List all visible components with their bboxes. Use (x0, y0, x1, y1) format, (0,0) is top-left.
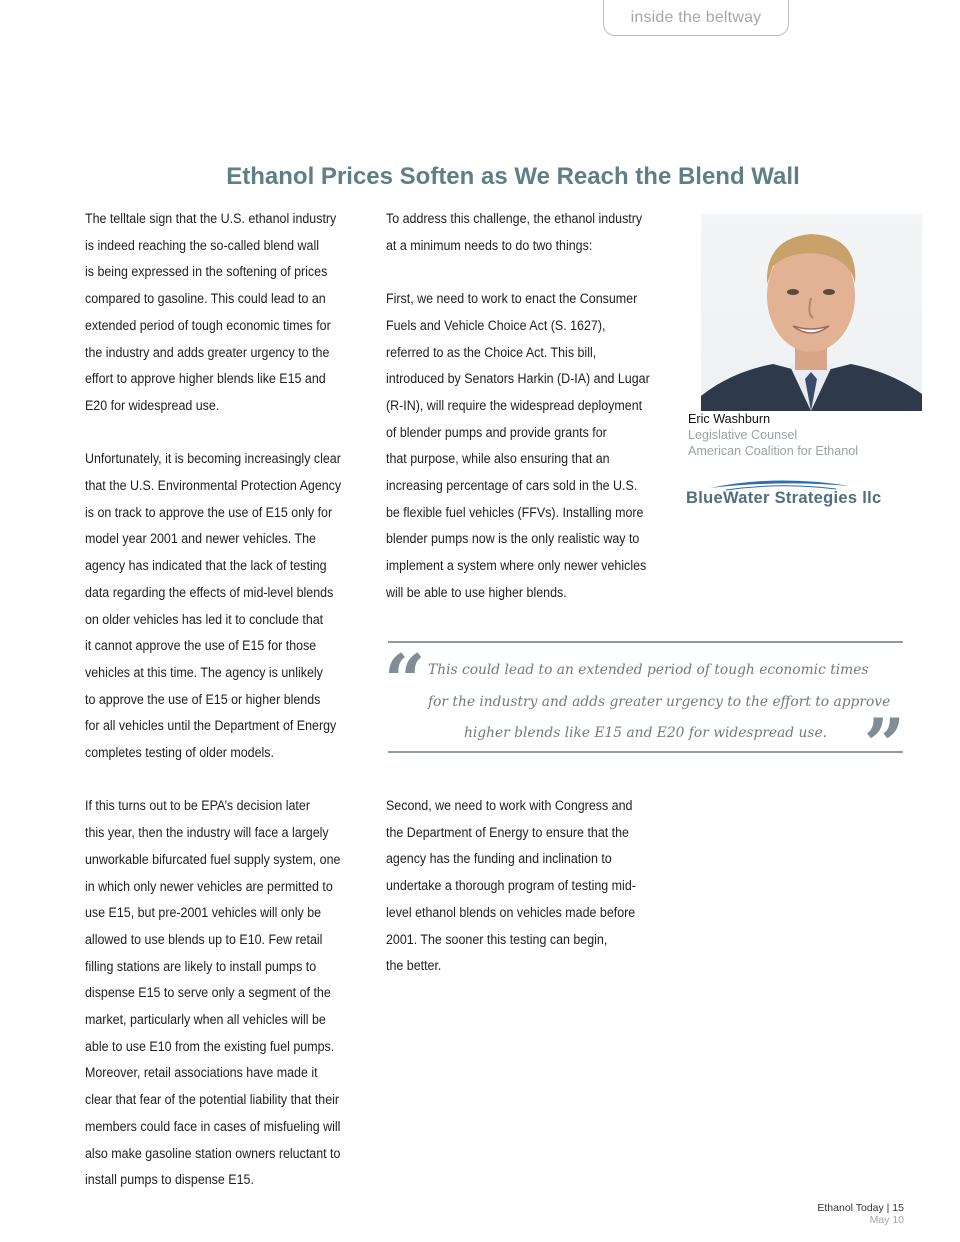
text-line: Fuels and Vehicle Choice Act (S. 1627), (386, 317, 606, 333)
text-line: 2001. The sooner this testing can begin, (386, 931, 608, 947)
text-line: compared to gasoline. This could lead to an (85, 291, 326, 307)
text-line: is on track to approve the use of E15 only for (85, 504, 333, 520)
text-line: is indeed reaching the so-called blend wall (85, 237, 319, 253)
text-line: introduced by Senators Harkin (D-IA) and Lugar (386, 371, 650, 387)
text-line: that the U.S. Environmental Protection Agency (85, 478, 342, 494)
paragraph (85, 206, 355, 420)
text-line: implement a system where only newer vehicles (386, 558, 647, 574)
text-line: agency has the funding and inclination to (386, 851, 612, 867)
article-column-right-top (386, 206, 656, 633)
text-line: this year, then the industry will face a largely (85, 825, 329, 841)
text-line: at a minimum needs to do two things: (386, 237, 593, 253)
text-line: on older vehicles has led it to conclude that (85, 611, 324, 627)
paragraph (85, 446, 355, 766)
text-line: higher blends like E15 and E20 for widespread use. (463, 725, 828, 741)
text-line: clear that fear of the potential liability that their (85, 1092, 340, 1108)
footer-issue-date: May 10 (869, 1214, 904, 1226)
text-line: completes testing of older models. (85, 745, 274, 761)
text-line: effort to approve higher blends like E15 and (85, 371, 326, 387)
text-line: If this turns out to be EPA’s decision later (85, 798, 310, 814)
text-line: be flexible fuel vehicles (FFVs). Installing more (386, 504, 644, 520)
text-line: for all vehicles until the Department of Energy (85, 718, 337, 734)
author-organization: American Coalition for Ethanol (688, 444, 859, 458)
text-line: Moreover, retail associations have made it (85, 1065, 318, 1081)
open-quote-icon: “ (384, 638, 426, 723)
footer-magazine-page: Ethanol Today | 15 (817, 1202, 904, 1214)
text-line: to approve the use of E15 or higher blends (85, 691, 321, 707)
text-line: This could lead to an extended period of tough economic times (428, 662, 869, 678)
author-caption (688, 411, 858, 459)
page-footer (817, 1202, 904, 1226)
text-line: blender pumps now is the only realistic way to (386, 531, 640, 547)
author-photo (701, 214, 922, 411)
text-line: market, particularly when all vehicles will be (85, 1012, 326, 1028)
text-line: will be able to use higher blends. (386, 584, 567, 600)
text-line: allowed to use blends up to E10. Few retail (85, 931, 323, 947)
text-line: E20 for widespread use. (85, 397, 220, 413)
text-line: install pumps to dispense E15. (85, 1172, 254, 1188)
text-line: The telltale sign that the U.S. ethanol industry (85, 211, 337, 226)
text-line: members could face in cases of misfueling will (85, 1118, 341, 1134)
article-column-left (85, 206, 355, 1221)
text-line: the Department of Energy to ensure that the (386, 824, 629, 840)
author-role: Legislative Counsel (688, 428, 798, 442)
section-tab: inside the beltway (603, 0, 789, 36)
text-line: data regarding the effects of mid-level blends (85, 584, 334, 600)
paragraph (386, 286, 656, 606)
text-line: undertake a thorough program of testing mid- (386, 878, 636, 894)
text-line: unworkable bifurcated fuel supply system, one (85, 851, 341, 867)
text-line: vehicles at this time. The agency is unlikely (85, 664, 323, 680)
text-line: agency has indicated that the lack of testing (85, 558, 327, 574)
text-line: To address this challenge, the ethanol industry (386, 211, 643, 226)
text-line: Unfortunately, it is becoming increasingly clear (85, 451, 341, 467)
bluewater-logo (686, 476, 886, 516)
text-line: (R-IN), will require the widespread deployment (386, 397, 643, 413)
text-line: in which only newer vehicles are permitted to (85, 878, 333, 894)
author-name: Eric Washburn (688, 412, 771, 426)
text-line: Second, we need to work with Congress and (386, 798, 633, 813)
pull-quote-text (428, 655, 891, 750)
logo-text: BlueWater Strategies llc (686, 489, 882, 507)
text-line: also make gasoline station owners reluctant to (85, 1145, 341, 1161)
text-line: First, we need to work to enact the Consumer (386, 291, 638, 307)
text-line: filling stations are likely to install pumps to (85, 958, 317, 974)
article-column-right-bottom (386, 793, 656, 1007)
paragraph (386, 206, 656, 259)
paragraph (85, 793, 355, 1194)
text-line: is being expressed in the softening of prices (85, 264, 328, 280)
text-line: of blender pumps and provide grants for (386, 424, 607, 440)
text-line: referred to as the Choice Act. This bill, (386, 344, 597, 360)
article-title: Ethanol Prices Soften as We Reach the Blend Wall (226, 163, 800, 190)
text-line: model year 2001 and newer vehicles. The (85, 531, 316, 547)
text-line: use E15, but pre-2001 vehicles will only be (85, 905, 322, 921)
text-line: that purpose, while also ensuring that an (386, 451, 610, 467)
text-line: dispense E15 to serve only a segment of the (85, 985, 331, 1001)
text-line: increasing percentage of cars sold in the U.S. (386, 478, 638, 494)
text-line: extended period of tough economic times for (85, 317, 331, 333)
text-line: level ethanol blends on vehicles made before (386, 904, 636, 920)
text-line: for the industry and adds greater urgency to the effort to approve (428, 693, 891, 710)
text-line: able to use E10 from the existing fuel pumps. (85, 1038, 335, 1054)
text-line: the better. (386, 958, 442, 974)
author-portrait-illustration (701, 214, 922, 411)
close-quote-icon: ” (863, 702, 905, 787)
text-line: the industry and adds greater urgency to the (85, 344, 330, 360)
text-line: it cannot approve the use of E15 for those (85, 638, 317, 654)
pull-quote (384, 638, 905, 787)
paragraph (386, 793, 656, 980)
